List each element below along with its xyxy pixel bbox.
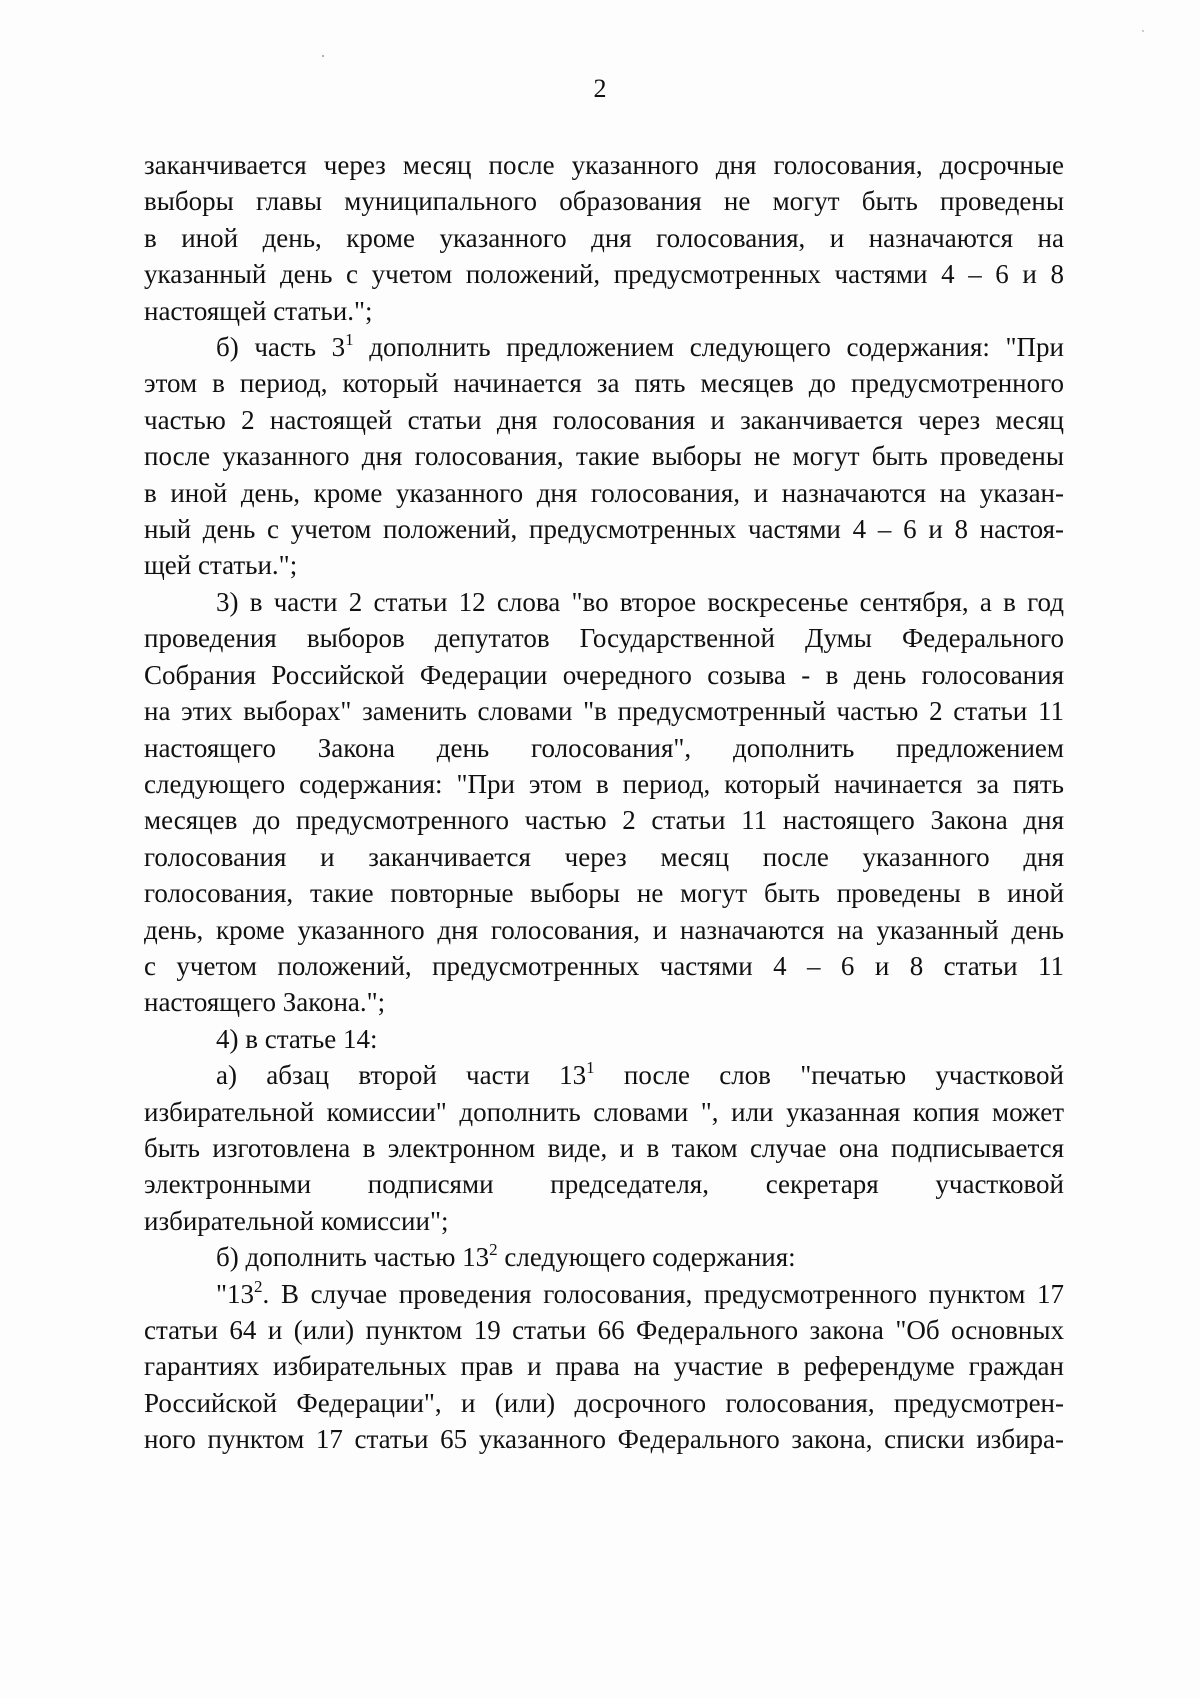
text-line: день, кроме указанного дня голосования, и назначаются на указанный день (144, 914, 1064, 945)
document-body (144, 147, 1064, 1458)
text-line: голосования и заканчивается через месяц после указанного дня (144, 841, 1064, 872)
text-line: избирательной комиссии" дополнить словами ", или указанная копия может (144, 1096, 1064, 1127)
superscript: 1 (345, 330, 354, 350)
text-line: этом в период, который начинается за пять месяцев до предусмотренного (144, 368, 1064, 399)
text-line: в иной день, кроме указанного дня голосования, и назначаются на указан- (144, 477, 1064, 508)
text-line: Собрания Российской Федерации очередного созыва - в день голосования (144, 659, 1064, 690)
text-line: голосования, такие повторные выборы не могут быть проведены в иной (144, 878, 1064, 909)
text-line (144, 1057, 1064, 1093)
text-line: заканчивается через месяц после указанного дня голосования, досрочные (144, 150, 1064, 180)
text-fragment: б) дополнить частью 13 (216, 1242, 490, 1273)
text-line (144, 1239, 1064, 1275)
text-line: ного пунктом 17 статьи 65 указанного Федерального закона, списки избира- (144, 1424, 1064, 1455)
superscript: 2 (254, 1276, 263, 1296)
text-line: настоящей статьи."; (144, 295, 373, 326)
page-number: 2 (593, 74, 607, 103)
text-line: быть изготовлена в электронном виде, и в таком случае она подписывается (144, 1132, 1064, 1163)
text-line: электронными подписями председателя, секретаря участковой (144, 1169, 1064, 1200)
text-line: на этих выборах" заменить словами "в предусмотренный частью 2 статьи 11 (144, 696, 1064, 727)
text-line: щей статьи."; (144, 550, 298, 581)
text-fragment: "13 (216, 1278, 255, 1309)
text-line: указанный день с учетом положений, предусмотренных частями 4 – 6 и 8 (144, 259, 1064, 290)
text-line: настоящего Закона."; (144, 987, 386, 1018)
text-line: 3) в части 2 статьи 12 слова "во второе воскресенье сентября, а в год (216, 586, 1064, 617)
text-line (144, 329, 1064, 365)
text-line: Российской Федерации", и (или) досрочного голосования, предусмотрен- (144, 1387, 1064, 1418)
text-line: следующего содержания: "При этом в период, который начинается за пять (144, 768, 1064, 799)
text-line: месяцев до предусмотренного частью 2 статьи 11 настоящего Закона дня (144, 805, 1064, 836)
superscript: 1 (586, 1058, 595, 1078)
text-line (144, 1276, 1064, 1312)
text-line: гарантиях избирательных прав и права на участие в референдуме граждан (144, 1351, 1064, 1382)
text-line: статьи 64 и (или) пунктом 19 статьи 66 Федерального закона "Об основных (144, 1315, 1064, 1345)
text-fragment: а) абзац второй части 13 (216, 1060, 587, 1091)
text-line: 4) в статье 14: (216, 1023, 378, 1054)
text-fragment: дополнить предложением следующего содержания: "При (353, 332, 1064, 363)
scan-speck (1142, 30, 1144, 32)
text-line: настоящего Закона день голосования", дополнить предложением (144, 732, 1064, 763)
text-fragment: . В случае проведения голосования, предусмотренного пунктом 17 (262, 1278, 1064, 1309)
text-line: в иной день, кроме указанного дня голосования, и назначаются на (144, 222, 1064, 253)
text-line: после указанного дня голосования, такие выборы не могут быть проведены (144, 441, 1064, 472)
text-line: проведения выборов депутатов Государственной Думы Федерального (144, 623, 1064, 654)
text-line: частью 2 настоящей статьи дня голосования и заканчивается через месяц (144, 404, 1064, 435)
text-line: ный день с учетом положений, предусмотренных частями 4 – 6 и 8 настоя- (144, 514, 1064, 545)
text-fragment: следующего содержания: (497, 1242, 796, 1273)
text-line: с учетом положений, предусмотренных частями 4 – 6 и 8 статьи 11 (144, 950, 1064, 981)
scan-speck (322, 55, 324, 57)
superscript: 2 (489, 1240, 498, 1260)
text-line: избирательной комиссии"; (144, 1205, 449, 1236)
text-fragment: после слов "печатью участковой (594, 1060, 1064, 1091)
text-fragment: б) часть 3 (216, 332, 346, 363)
text-line: выборы главы муниципального образования не могут быть проведены (144, 186, 1064, 217)
